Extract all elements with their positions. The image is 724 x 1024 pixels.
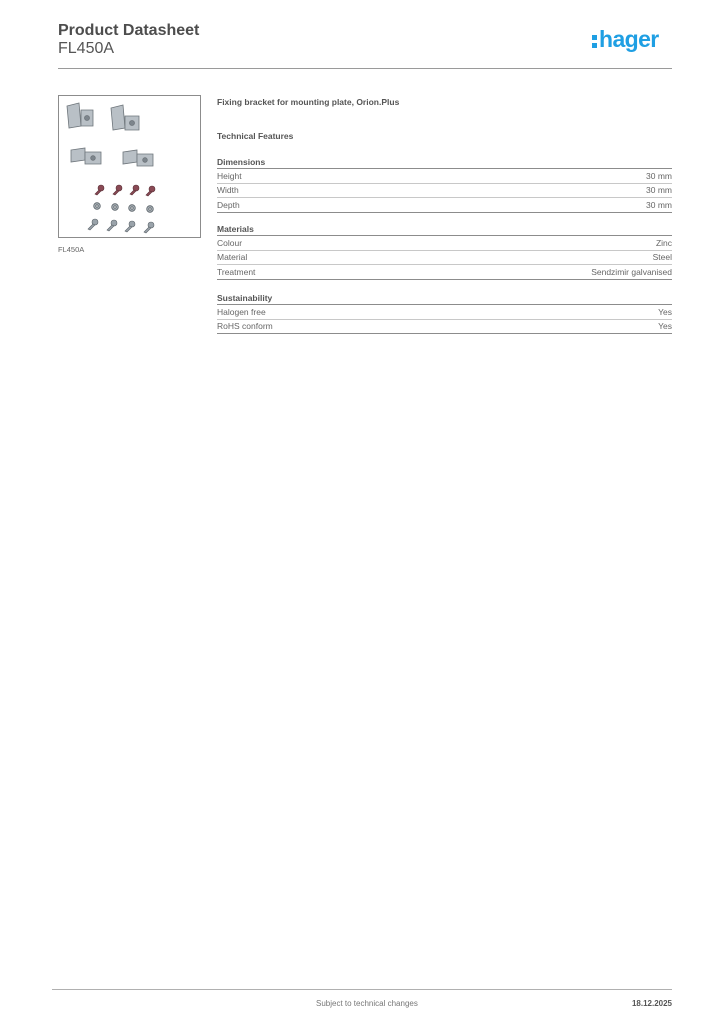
spec-value: Sendzimir galvanised: [591, 266, 672, 277]
hager-logo: [592, 28, 659, 51]
spec-value: 30 mm: [646, 199, 672, 210]
spec-label: Width: [217, 185, 239, 196]
footer-date: 18.12.2025: [631, 999, 672, 1008]
product-description: Fixing bracket for mounting plate, Orion.Plus: [217, 97, 400, 107]
spec-label: Colour: [217, 237, 243, 248]
spec-value: Yes: [658, 321, 672, 332]
spec-row: [217, 265, 672, 280]
spec-row: [217, 251, 672, 266]
spec-label: Depth: [217, 199, 240, 210]
spec-value: Steel: [652, 252, 672, 263]
spec-label: Height: [217, 170, 242, 181]
spec-label: Treatment: [217, 266, 256, 277]
spec-row: [217, 184, 672, 199]
spec-label: Halogen free: [217, 306, 266, 317]
spec-value: Yes: [658, 306, 672, 317]
technical-features-heading: Technical Features: [217, 131, 294, 141]
spec-value: 30 mm: [646, 185, 672, 196]
logo-text: hager: [599, 26, 659, 52]
section-title: Materials: [217, 223, 672, 236]
brackets-and-screws-image: [59, 96, 200, 237]
dimensions-section: [217, 156, 672, 213]
spec-value: 30 mm: [646, 170, 672, 181]
spec-label: Material: [217, 252, 248, 263]
product-code: FL450A: [58, 40, 115, 57]
page-title: Product Datasheet: [58, 22, 200, 39]
spec-row: [217, 169, 672, 184]
footer-divider: [52, 989, 672, 990]
materials-section: [217, 223, 672, 280]
spec-row: [217, 198, 672, 213]
section-title: Dimensions: [217, 156, 672, 169]
footer-note: Subject to technical changes: [316, 999, 418, 1008]
header-divider: [58, 68, 672, 69]
spec-row: [217, 320, 672, 335]
section-title: Sustainability: [217, 292, 672, 305]
spec-row: [217, 305, 672, 320]
spec-value: Zinc: [655, 237, 672, 248]
spec-row: [217, 236, 672, 251]
logo-dots-icon: [592, 33, 597, 48]
product-image: [58, 95, 201, 238]
spec-label: RoHS conform: [217, 321, 273, 332]
sustainability-section: [217, 292, 672, 334]
image-caption: FL450A: [58, 245, 85, 254]
